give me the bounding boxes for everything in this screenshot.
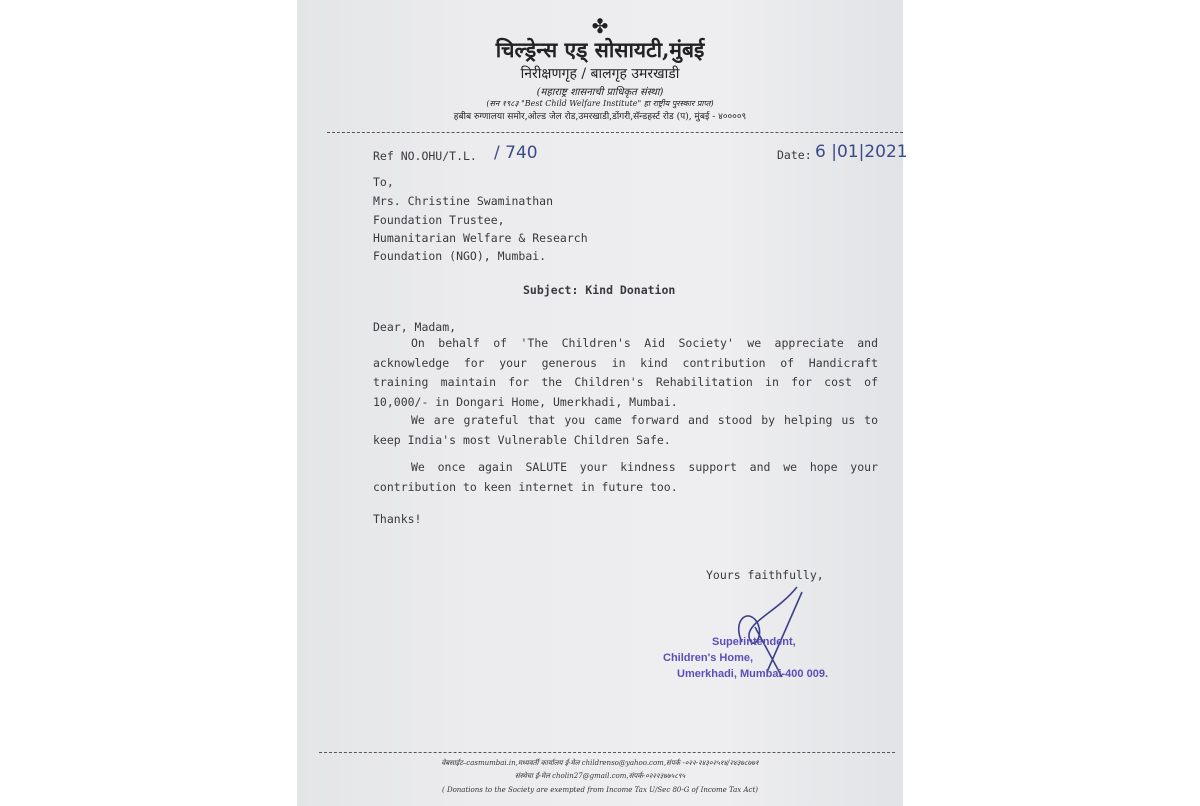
stamp-line: Umerkhadi, Mumbai-400 009.	[677, 668, 829, 680]
stamp-line: Superintendent,	[712, 636, 796, 648]
recipient-line: Foundation (NGO), Mumbai.	[373, 249, 547, 263]
date-value: 6 |01|2021	[815, 142, 908, 162]
stamp-line: Children's Home,	[663, 652, 754, 664]
org-name: चिल्ड्रेन्स एड् सोसायटी,मुंबई	[495, 37, 705, 62]
header-divider	[327, 132, 903, 133]
ref-label: Ref NO.OHU/T.L.	[373, 149, 477, 163]
footer-divider	[319, 752, 895, 753]
footer-contact: वेबसाईट–casmumbai.in,मध्यवर्ती कार्यालय ई-मेल childrenso@yahoo.com,संपर्क -०२२-२४३०२५१४/२४३७८७७१	[441, 759, 759, 767]
signature	[727, 582, 847, 682]
letter-page	[297, 0, 908, 806]
paragraph: On behalf of 'The Children's Aid Society' we appreciate and acknowledge for your generous in kind contribution of Handicraft training maintain for the Children's Rehabilitation in for cost of 10,000/- in Dongari Home, Umerkhadi, Mumbai.	[373, 336, 878, 409]
thanks: Thanks!	[373, 512, 422, 526]
paragraph: We once again SALUTE your kindness support and we hope your contribution to keen internet in future too.	[373, 460, 878, 494]
closing: Yours faithfully,	[706, 568, 824, 582]
org-subtitle: निरीक्षणगृह / बालगृह उमरखाडी	[520, 66, 680, 82]
recipient-line: Mrs. Christine Swaminathan	[373, 194, 554, 208]
date-label: Date:	[777, 148, 812, 162]
org-award: (सन १९८३ "Best Child Welfare Institute" हा राष्ट्रीय पुरस्कार प्राप्त)	[486, 99, 714, 108]
org-address: हबीब रुग्णालया समोर,ओल्ड जेल रोड,उमरखाडी,डोंगरी,सॅन्डहर्स्ट रोड (प), मुंबई - ४००००९	[453, 112, 747, 122]
org-recognition: (महाराष्ट्र शासनाची प्राधिकृत संस्था)	[536, 87, 664, 98]
subject: Subject: Kind Donation	[523, 283, 676, 297]
recipient-line: Humanitarian Welfare & Research	[373, 231, 588, 245]
society-logo: ✤	[591, 14, 609, 38]
recipient-line: Foundation Trustee,	[373, 213, 505, 227]
ref-number: / 740	[494, 143, 538, 163]
footer-email: संस्थेचा ई-मेल cholin27@gmail.com,संपर्क-०२२२३७७५८९५	[514, 772, 686, 780]
salutation: Dear, Madam,	[373, 320, 457, 334]
footer-tax-note: ( Donations to the Society are exempted from Income Tax U/Sec 80-G of Income Tax Act)	[442, 786, 758, 794]
paragraph: We are grateful that you came forward and stood by helping us to keep India's most Vulnerable Children Safe.	[373, 413, 878, 447]
recipient-line: To,	[373, 175, 394, 189]
